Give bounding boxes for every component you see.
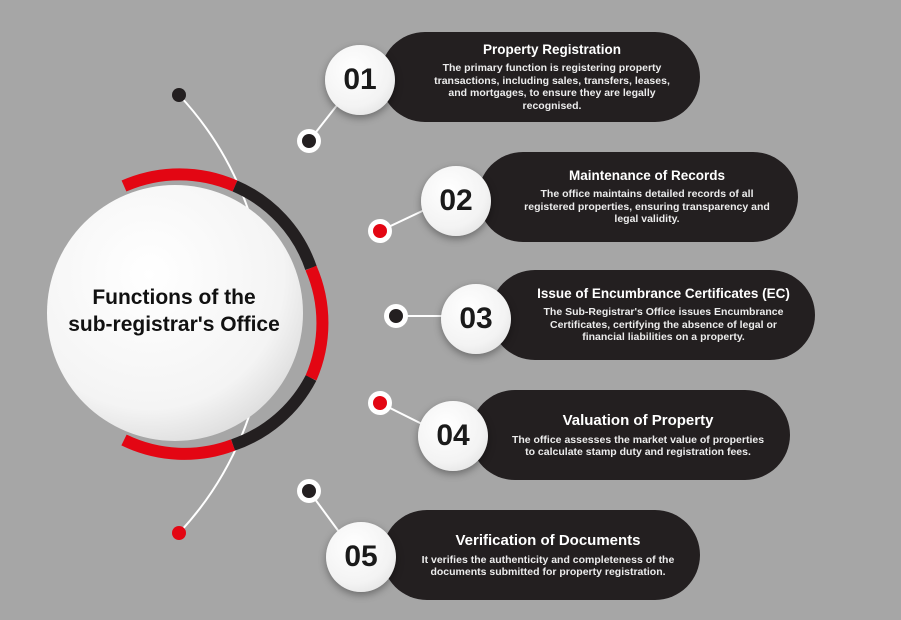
arc-start-dot [172, 88, 186, 102]
arc-node-1 [297, 129, 321, 153]
function-title-2: Maintenance of Records [568, 168, 726, 184]
arc-node-3 [384, 304, 408, 328]
function-description-2: The office maintains detailed records of all registered properties, ensuring transparency and legal validity. [524, 188, 770, 226]
hub-ring-red-top [124, 174, 235, 186]
function-number-4: 04 [418, 401, 488, 471]
arc-node-5 [297, 479, 321, 503]
hub-ring-red-bottom [124, 440, 233, 454]
hub-title-line-2: sub-registrar's Office [68, 313, 280, 336]
function-title-1: Property Registration [482, 42, 622, 57]
function-description-3: The Sub-Registrar's Office issues Encumbrance Certificates, certifying the absence of legal or financial liabilities on a property. [543, 306, 784, 344]
function-card-2 [478, 152, 798, 242]
function-title-4: Valuation of Property [562, 411, 714, 429]
function-title-5: Verification of Documents [455, 531, 641, 549]
hub-ring-red-right [311, 268, 322, 378]
function-card-4 [470, 390, 790, 480]
function-number-5: 05 [326, 522, 396, 592]
arc-node-2 [368, 219, 392, 243]
function-card-1 [380, 32, 700, 122]
hub-title [48, 284, 300, 338]
function-number-1: 01 [325, 45, 395, 115]
function-title-3: Issue of Encumbrance Certificates (EC) [537, 286, 790, 302]
arc-end-dot [172, 526, 186, 540]
function-description-1: The primary function is registering property transactions, including sales, transfers, leases, and mortgages, to ensure they are legally recognised. [434, 62, 670, 112]
function-description-4: The office assesses the market value of properties to calculate stamp duty and registration fees. [511, 433, 765, 458]
function-card-3 [490, 270, 815, 360]
hub-title-line-1: Functions of the [92, 286, 256, 309]
function-description-5: It verifies the authenticity and completeness of the documents submitted for property registration. [421, 553, 675, 578]
function-number-3: 03 [441, 284, 511, 354]
arc-node-4 [368, 391, 392, 415]
function-number-2: 02 [421, 166, 491, 236]
function-card-5 [382, 510, 700, 600]
